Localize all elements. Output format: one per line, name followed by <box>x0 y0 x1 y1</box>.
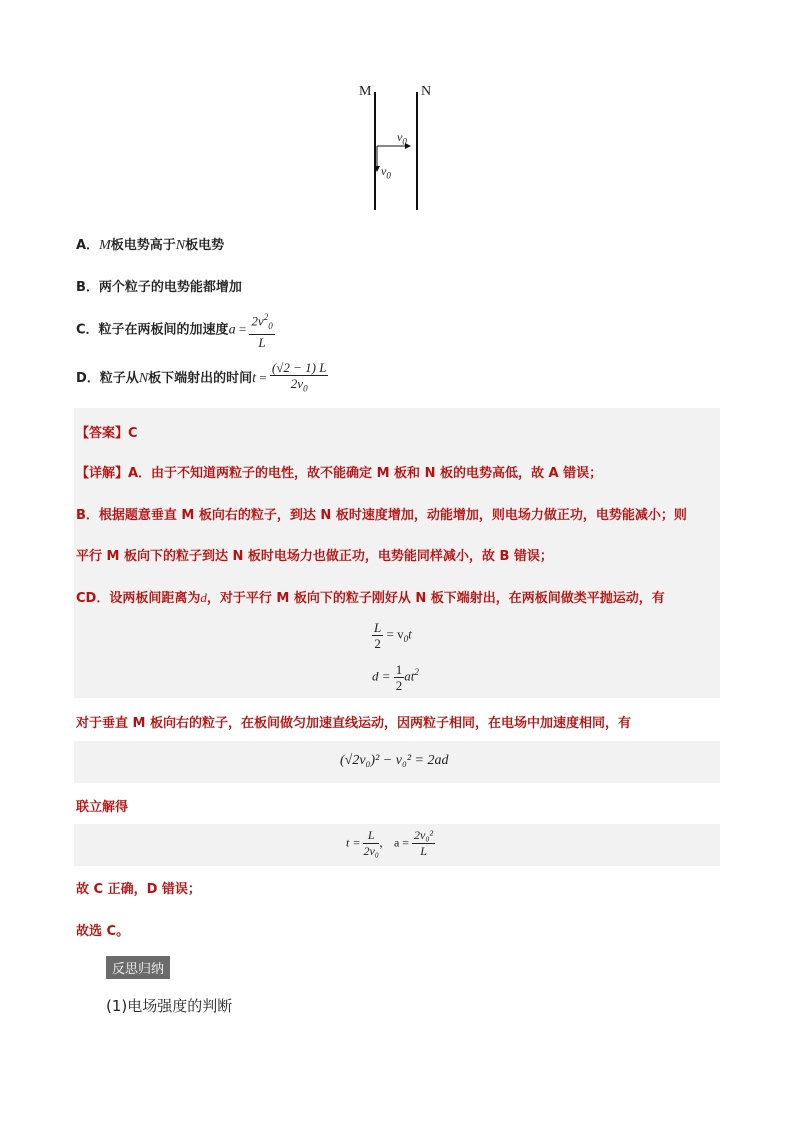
detail-line-b2: 平行 M 板向下的粒子到达 N 板时电场力也做正功，电势能同样减小，故 B 错误； <box>76 549 553 564</box>
equation-1: $\frac{L}{2}$ = $v_0t$ <box>374 620 412 651</box>
plates-figure <box>355 80 445 215</box>
option-c-fraction: $\frac{2v^2_0}{L}$ <box>251 312 273 350</box>
label-v0-right: $v_0$ <box>397 130 407 147</box>
option-a: A．M板电势高于N板电势 <box>76 238 225 253</box>
reflection-item-1: (1)电场强度的判断 <box>106 997 233 1015</box>
equation-2: d = $\frac{1}{2}$ $at^2$ <box>372 662 419 693</box>
answer-line: 【答案】C <box>76 426 138 441</box>
option-d-fraction: $\frac{(√2 - 1) L}{2v_0}$ <box>271 360 327 394</box>
option-c: C．粒子在两板间的加速度a = $\frac{2v^2_0}{L}$ <box>76 312 273 350</box>
label-n: N <box>421 84 432 99</box>
detail-line-perpendicular: 对于垂直 M 板向右的粒子，在板间做匀加速直线运动，因两粒子相同，在电场中加速度相同，有 <box>76 716 631 731</box>
option-b: B．两个粒子的电势能都增加 <box>76 280 242 295</box>
equation-3: (√2v₀)² − v₀² = 2ad <box>340 753 449 768</box>
label-v0-down: $v_0$ <box>381 164 391 181</box>
reflection-tag: 反思归纳 <box>106 956 170 979</box>
plates-diagram <box>355 80 445 215</box>
detail-line-b1: B．根据题意垂直 M 板向右的粒子，到达 N 板时速度增加，动能增加，则电场力做正功，电势能减小；则 <box>76 508 687 523</box>
solve-line: 联立解得 <box>76 800 129 815</box>
detail-line-a: 【详解】A．由于不知道两粒子的电性，故不能确定 M 板和 N 板的电势高低，故 A 错误； <box>76 466 603 481</box>
option-d: D．粒子从N板下端射出的时间t = $\frac{(√2 - 1) L}{2v_0}$ <box>76 360 328 397</box>
label-m: M <box>359 84 372 99</box>
choice-line: 故选 C。 <box>76 924 130 939</box>
conclusion-line: 故 C 正确，D 错误； <box>76 882 201 897</box>
detail-line-cd: CD．设两板间距离为d，对于平行 M 板向下的粒子刚好从 N 板下端射出，在两板间做类平抛运动，有 <box>76 590 665 606</box>
equation-4: t = $\frac{L}{\text{2v₀}}$ ， a = $\frac{\text{2v₀²}}{L}$ <box>346 828 434 858</box>
